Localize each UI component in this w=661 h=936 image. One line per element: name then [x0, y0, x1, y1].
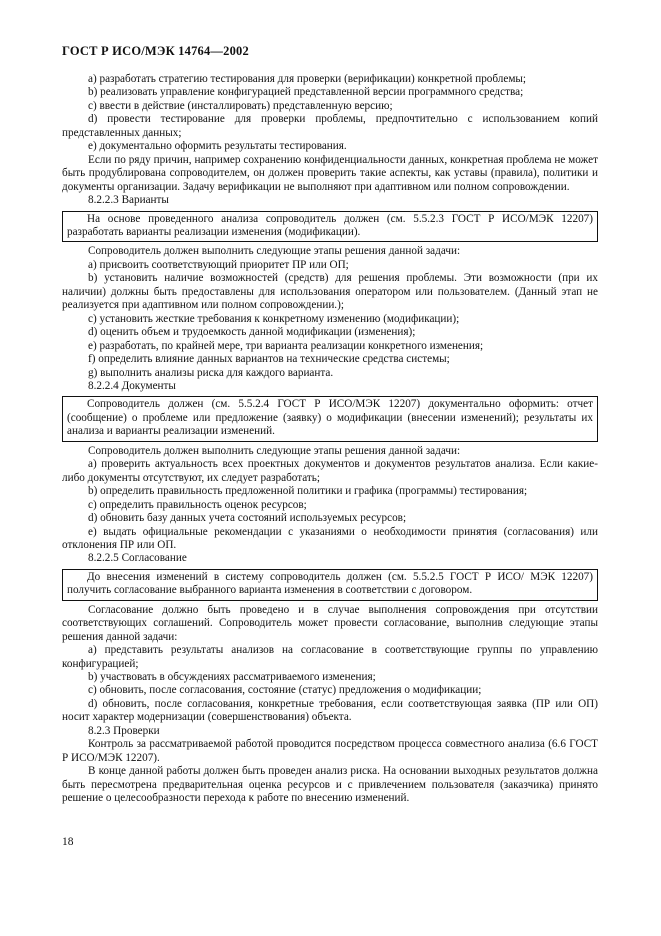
list-item: c) ввести в действие (инсталлировать) представленную версию; — [88, 99, 393, 112]
list-item: a) разработать стратегию тестирования для проверки (верификации) конкретной проблемы; — [88, 73, 527, 85]
section-heading-checks: 8.2.3 Проверки — [88, 724, 160, 737]
list-item: d) обновить, после согласования, конкретные требования, если соответствующая заявка (ПР или ОП) носит характер модернизации (совершенствования) объекта. — [62, 697, 598, 724]
list-item: b) установить наличие возможностей (средств) для решения проблемы. Эти возможности (при их наличии) должны быть предоставлены для использования оператором или пользователем. (Данный этап не реализуется при адаптивном или полном сопровождении.); — [62, 272, 598, 312]
page-content — [62, 73, 598, 806]
paragraph: Контроль за рассматриваемой работой проводится посредством процесса совместного анализа (6.6 ГОСТ Р ИСО/МЭК 12207). — [62, 738, 598, 764]
list-item: g) выполнить анализы риска для каждого варианта. — [88, 366, 334, 379]
section-heading-approval: 8.2.2.5 Согласование — [88, 552, 187, 565]
requirement-box-documents — [62, 396, 598, 441]
list-item: a) присвоить соответствующий приоритет ПР или ОП; — [88, 258, 349, 271]
list-item: c) обновить, после согласования, состояние (статус) предложения о модификации; — [88, 684, 482, 697]
list-item: e) выдать официальные рекомендации с указаниями о необходимости принятия (согласования) или отклонения ПР или ОП. — [62, 525, 598, 551]
section-heading-variants: 8.2.2.3 Варианты — [88, 194, 169, 207]
list-item: e) документально оформить результаты тестирования. — [88, 140, 347, 153]
section-heading-documents: 8.2.2.4 Документы — [88, 379, 176, 392]
paragraph: В конце данной работы должен быть проведен анализ риска. На основании выходных результатов должна быть пересмотрена предварительная оценка ресурсов и с привлечением пользователя (заказчика) принято решение о целесообразности перехода к работе по внесению изменений. — [62, 765, 598, 805]
list-item: a) проверить актуальность всех проектных документов и документов результатов анализа. Если какие-либо документы отсутствуют, их следует разработать; — [62, 458, 598, 484]
paragraph: Сопроводитель должен выполнить следующие этапы решения данной задачи: — [88, 444, 461, 457]
list-item: e) разработать, по крайней мере, три варианта реализации конкретного изменения; — [88, 339, 484, 352]
paragraph: Если по ряду причин, например сохранению конфиденциальности данных, конкретная проблема не может быть продублирована сопроводителем, он должен проверить такие аспекты, как уставы (правила), политики и документы организации. Задачу верификации не выполняют при адаптивном или полном сопровождении. — [62, 153, 598, 193]
list-item: d) обновить базу данных учета состояний используемых ресурсов; — [88, 512, 407, 525]
requirement-text: До внесения изменений в систему сопроводитель должен (см. 5.5.2.5 ГОСТ Р ИСО/ МЭК 12207) получить согласование выбранного варианта изменения в соответствии с договором. — [67, 570, 593, 597]
requirement-text: На основе проведенного анализа сопроводитель должен (см. 5.5.2.3 ГОСТ Р ИСО/МЭК 12207) разработать варианты реализации изменения (модификации). — [67, 212, 593, 238]
paragraph: Сопроводитель должен выполнить следующие этапы решения данной задачи: — [88, 245, 461, 258]
document-header: ГОСТ Р ИСО/МЭК 14764—2002 — [62, 44, 249, 58]
requirement-text: Сопроводитель должен (см. 5.5.2.4 ГОСТ Р ИСО/МЭК 12207) документально оформить: отчет (сообщение) о проблеме или предложение (заявку) о модификации (внесении изменений); результаты их анализа и варианты реализации изменений. — [67, 398, 593, 438]
list-item: c) определить правильность оценок ресурсов; — [88, 498, 307, 511]
requirement-box-variants — [62, 211, 598, 243]
list-item: b) определить правильность предложенной политики и графика (программы) тестирования; — [88, 485, 528, 498]
paragraph: Согласование должно быть проведено и в случае выполнения сопровождения при отсутствии соответствующих соглашений. Сопроводитель может провести согласование, выполнив следующие этапы решения данной задачи: — [62, 603, 598, 643]
list-item: f) определить влияние данных вариантов на технические средства системы; — [88, 353, 450, 366]
list-item: b) участвовать в обсуждениях рассматриваемого изменения; — [88, 671, 376, 684]
page-number: 18 — [62, 836, 74, 848]
list-item: b) реализовать управление конфигурацией представленной версии программного средства; — [88, 86, 524, 99]
list-item: a) представить результаты анализов на согласование в соответствующие группы по управлению конфигурацией; — [62, 644, 598, 670]
list-item: d) оценить объем и трудоемкость данной модификации (изменения); — [88, 326, 416, 339]
list-item: c) установить жесткие требования к конкретному изменению (модификации); — [88, 312, 460, 325]
list-item: d) провести тестирование для проверки проблемы, предпочтительно с использованием копий представленных данных; — [62, 113, 598, 139]
requirement-box-approval — [62, 569, 598, 601]
